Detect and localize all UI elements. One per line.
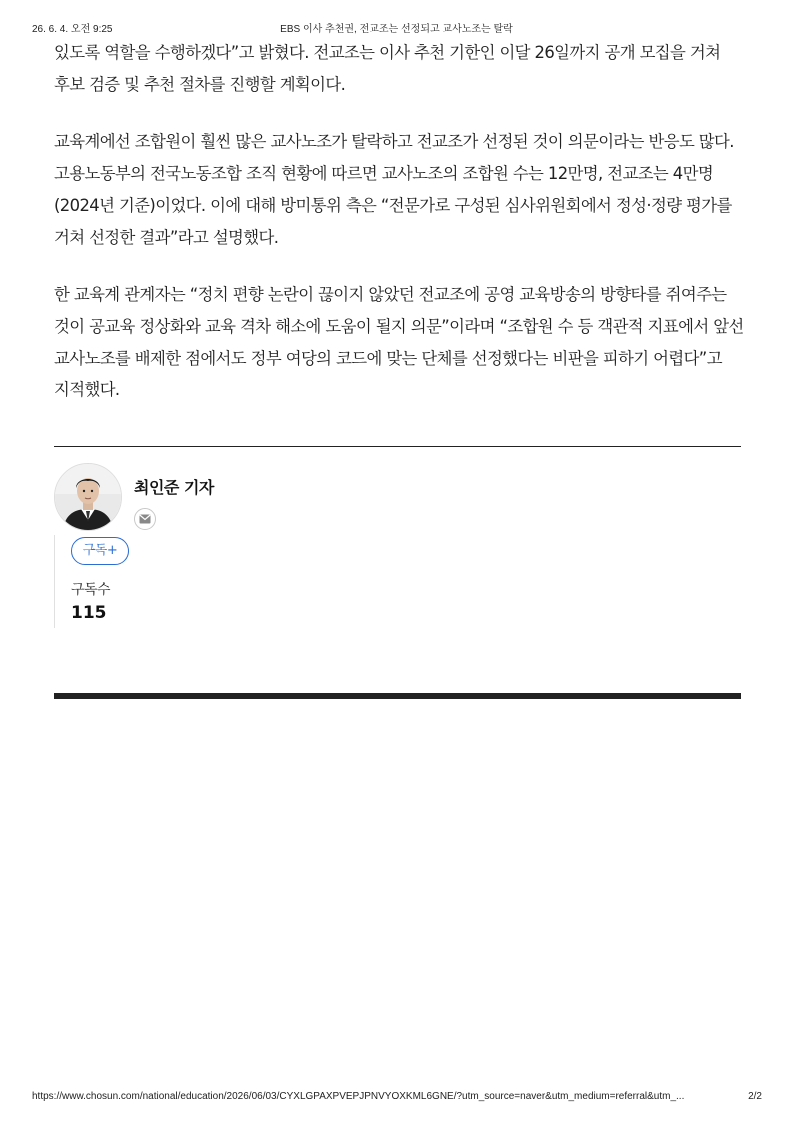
avatar[interactable] [54, 463, 122, 531]
article-divider [54, 446, 741, 447]
subscribers-count: 115 [71, 603, 107, 623]
article-paragraph: 한 교육계 관계자는 “정치 편향 논란이 끊이지 않았던 전교조에 공영 교육방송의 방향타를 쥐여주는 것이 공교육 정상화와 교육 격차 해소에 도움이 될지 의문”이라며 “조합원 수 등 객관적 지표에서 앞선 교사노조를 배제한 점에서도 정부 여당의 코드에 맞는 단체를 선정했다는 비판을 피하기 어렵다”고 지적했다. [54, 285, 744, 400]
avatar-photo [55, 464, 121, 530]
subscribers-label: 구독수 [71, 582, 111, 598]
page-number: 2/2 [748, 1091, 762, 1102]
print-date: 26. 6. 4. 오전 9:25 [32, 24, 113, 35]
print-header [0, 20, 793, 36]
print-footer [32, 1091, 762, 1105]
article-paragraph: 교육계에선 조합원이 훨씬 많은 교사노조가 탈락하고 전교조가 선정된 것이 의문이라는 반응도 많다. 고용노동부의 전국노동조합 조직 현황에 따르면 교사노조의 조합원 수는 12만명, 전교조는 4만명(2024년 기준)이었다. 이에 대해 방미통위 측은 “전문가로 구성된 심사위원회에서 정성·정량 평가를 거쳐 선정한 결과”라고 설명했다. [54, 132, 734, 247]
article-paragraph: 있도록 역할을 수행하겠다”고 밝혔다. 전교조는 이사 추천 기한인 이달 26일까지 공개 모집을 거쳐 후보 검증 및 추천 절차를 진행할 계획이다. [54, 43, 721, 94]
author-card-divider [54, 535, 55, 628]
article-body [54, 37, 744, 432]
print-title: EBS 이사 추천권, 전교조는 선정되고 교사노조는 탈락 [280, 24, 513, 35]
section-end-rule [54, 693, 741, 699]
author-card [54, 463, 741, 633]
mail-button[interactable] [134, 508, 156, 530]
mail-icon [139, 514, 151, 524]
author-name[interactable]: 최인준 기자 [134, 478, 214, 497]
subscribe-button[interactable]: 구독+ [71, 537, 129, 565]
print-url: https://www.chosun.com/national/education/2026/06/03/CYXLGPAXPVEPJPNVYOXKML6GNE/?utm_source=naver&utm_medium=referral&utm_... [32, 1091, 685, 1102]
